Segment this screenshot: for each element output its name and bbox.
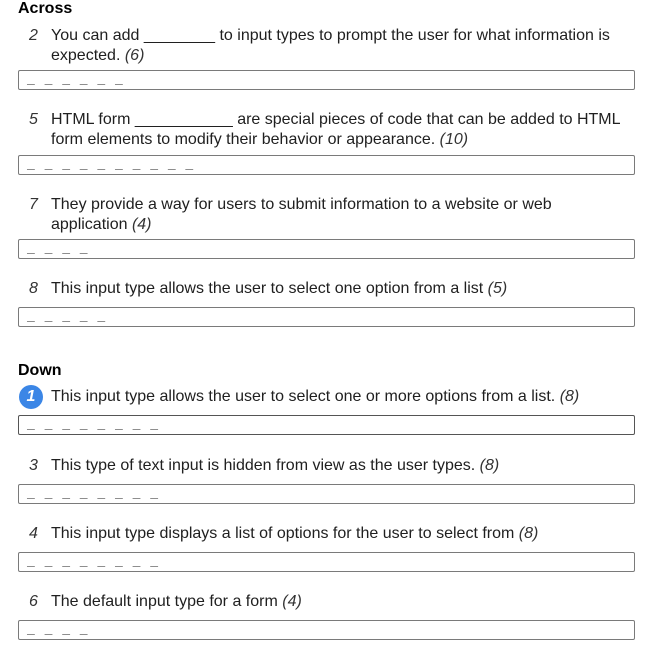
across-heading: Across (18, 0, 73, 17)
clue-text (18, 195, 628, 235)
clue-length: (8) (518, 525, 539, 542)
clue-text (18, 524, 628, 544)
clue-blank: ________ (139, 27, 220, 44)
answer-input-down-4[interactable] (18, 552, 635, 572)
clue-number: 2 (29, 27, 38, 44)
clue-length: (8) (479, 457, 500, 474)
clue-text (18, 387, 628, 407)
answer-input-down-1[interactable] (18, 415, 635, 435)
clue-after: are special pieces of code that can be added to HTML form elements to modify their behavior or appearance. (51, 111, 620, 148)
answer-blanks: _ _ _ _ _ _ _ _ (27, 554, 160, 569)
clue-number: 5 (29, 111, 38, 128)
clue-blank: ___________ (130, 111, 238, 128)
clue-across-2 (18, 26, 628, 87)
clue-text (18, 592, 628, 612)
clue-length: (8) (559, 388, 580, 405)
clue-number: 8 (29, 280, 38, 297)
clue-down-4 (18, 524, 628, 569)
clue-number-active-badge: 1 (19, 385, 43, 409)
clue-before: You can add (51, 27, 140, 44)
clue-before: This input type displays a list of options for the user to select from (51, 525, 515, 542)
answer-blanks: _ _ _ _ _ _ _ _ (27, 486, 160, 501)
clue-length: (10) (439, 131, 469, 148)
answer-input-across-5[interactable] (18, 155, 635, 175)
down-heading: Down (18, 362, 62, 379)
clue-down-1 (18, 387, 628, 432)
clue-text (18, 26, 628, 66)
clue-before: HTML form (51, 111, 131, 128)
clue-number: 3 (29, 457, 38, 474)
clue-number: 7 (29, 196, 38, 213)
clue-across-5 (18, 110, 628, 172)
answer-blanks: _ _ _ _ _ _ _ _ (27, 417, 160, 432)
clue-down-3 (18, 456, 628, 501)
clue-length: (4) (131, 216, 152, 233)
clue-length: (4) (282, 593, 302, 610)
clue-text (18, 110, 628, 150)
clue-number: 6 (29, 593, 38, 610)
clue-across-7 (18, 195, 628, 256)
clue-before: This type of text input is hidden from view as the user types. (51, 457, 476, 474)
answer-blanks: _ _ _ _ (27, 241, 89, 256)
answer-blanks: _ _ _ _ _ _ (27, 72, 124, 87)
clue-length: (5) (487, 280, 508, 297)
clue-before: The default input type for a form (51, 593, 278, 610)
clue-before: They provide a way for users to submit information to a website or web application (51, 196, 552, 233)
clue-before: This input type allows the user to select one option from a list (51, 280, 484, 297)
answer-blanks: _ _ _ _ (27, 622, 89, 637)
answer-input-across-2[interactable] (18, 70, 635, 90)
clue-length: (6) (124, 47, 145, 64)
answer-input-down-3[interactable] (18, 484, 635, 504)
answer-blanks: _ _ _ _ _ (27, 309, 107, 324)
answer-input-across-7[interactable] (18, 239, 635, 259)
answer-blanks: _ _ _ _ _ _ _ _ _ _ (27, 157, 195, 172)
clue-number: 4 (29, 525, 38, 542)
clue-before: This input type allows the user to select one or more options from a list. (51, 388, 556, 405)
clue-down-6 (18, 592, 628, 637)
clue-text (18, 279, 628, 299)
answer-input-down-6[interactable] (18, 620, 635, 640)
clue-after: to input types to prompt the user for what information is expected. (51, 27, 610, 64)
clue-across-8 (18, 279, 628, 324)
clue-text (18, 456, 628, 476)
answer-input-across-8[interactable] (18, 307, 635, 327)
